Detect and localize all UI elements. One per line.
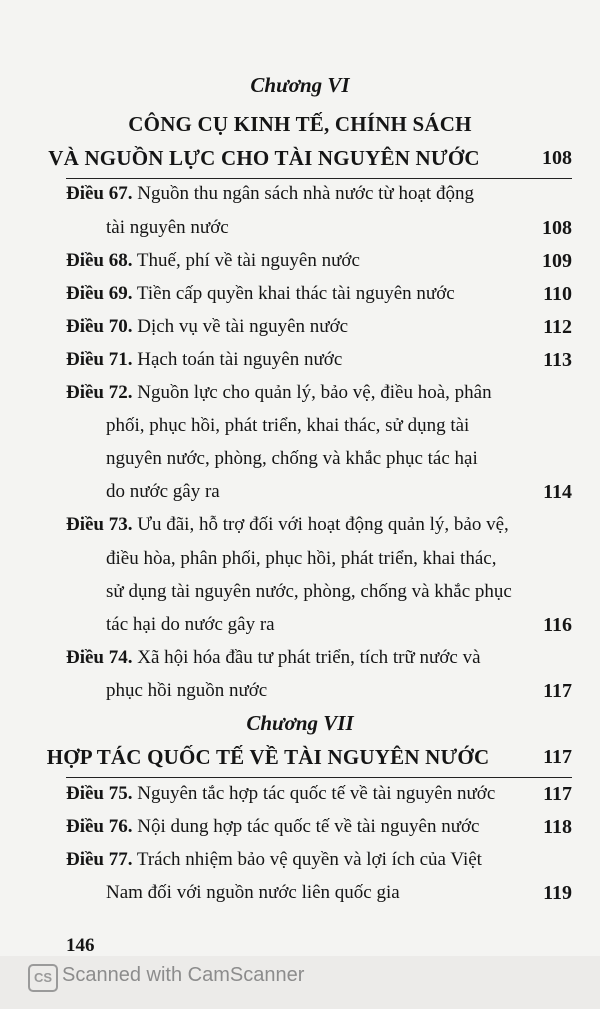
scanner-footer (0, 956, 600, 1009)
scanner-watermark-text: Scanned with CamScanner (62, 964, 305, 986)
entry-label: Điều 75. (66, 783, 133, 804)
entry-page: 112 (543, 316, 572, 338)
camscanner-logo-icon: CS (28, 964, 58, 992)
entry-text: phục hồi nguồn nước (106, 680, 268, 701)
entry-text: Nam đối với nguồn nước liên quốc gia (106, 882, 400, 903)
entry-text: tác hại do nước gây ra (106, 614, 275, 635)
entry-text: nguyên nước, phòng, chống và khắc phục tác hại (106, 448, 478, 469)
entry-label: Điều 68. (66, 250, 133, 271)
entry-page: 116 (543, 614, 572, 636)
entry-text: Hạch toán tài nguyên nước (137, 349, 343, 370)
entry-page: 113 (543, 349, 572, 371)
entry-text: Tiền cấp quyền khai thác tài nguyên nước (136, 283, 455, 304)
entry-text: Nguồn thu ngân sách nhà nước từ hoạt động (137, 183, 474, 204)
entry-page: 109 (542, 250, 572, 272)
chapter-6-title-line2: VÀ NGUỒN LỰC CHO TÀI NGUYÊN NƯỚC (48, 146, 480, 170)
entry-label: Điều 70. (66, 316, 133, 337)
entry-text: sử dụng tài nguyên nước, phòng, chống và khắc phục (106, 581, 512, 602)
entry-text: tài nguyên nước (106, 217, 229, 238)
entry-text: Dịch vụ về tài nguyên nước (137, 316, 349, 337)
entry-page: 110 (543, 283, 572, 305)
entry-label: Điều 73. (66, 514, 133, 535)
entry-text: Ưu đãi, hỗ trợ đối với hoạt động quản lý, bảo vệ, (137, 514, 509, 535)
entry-text: Xã hội hóa đầu tư phát triển, tích trữ nước và (137, 647, 481, 668)
entry-label: Điều 67. (66, 183, 133, 204)
entry-text: Thuế, phí về tài nguyên nước (136, 250, 360, 271)
entry-label: Điều 77. (66, 849, 133, 870)
chapter-7-page: 117 (543, 746, 572, 768)
page-number: 146 (66, 935, 95, 956)
entry-label: Điều 76. (66, 816, 133, 837)
chapter-7-title: HỢP TÁC QUỐC TẾ VỀ TÀI NGUYÊN NƯỚC (46, 745, 490, 769)
entry-label: Điều 72. (66, 382, 133, 403)
chapter-7-label: Chương VII (246, 711, 354, 735)
entry-text: Nguyên tắc hợp tác quốc tế về tài nguyên nước (137, 783, 496, 804)
chapter-6-page: 108 (542, 147, 572, 169)
entry-text: phối, phục hồi, phát triển, khai thác, sử dụng tài (106, 415, 470, 436)
entry-page: 114 (543, 481, 572, 503)
entry-text: Nguồn lực cho quản lý, bảo vệ, điều hoà, phân (137, 382, 492, 403)
entry-label: Điều 74. (66, 647, 133, 668)
entry-text: Trách nhiệm bảo vệ quyền và lợi ích của Việt (136, 849, 482, 870)
entry-page: 117 (543, 680, 572, 702)
chapter-7-divider (66, 777, 572, 778)
chapter-6-divider (66, 178, 572, 179)
entry-label: Điều 69. (66, 283, 133, 304)
entry-page: 119 (543, 882, 572, 904)
entry-page: 117 (543, 783, 572, 805)
entry-label: Điều 71. (66, 349, 133, 370)
entry-page: 108 (542, 217, 572, 239)
chapter-6-label: Chương VI (250, 73, 350, 97)
entry-page: 118 (543, 816, 572, 838)
entry-text: do nước gây ra (106, 481, 220, 502)
entry-text: điều hòa, phân phối, phục hồi, phát triển, khai thác, (106, 548, 497, 569)
chapter-6-title-line1: CÔNG CỤ KINH TẾ, CHÍNH SÁCH (128, 112, 472, 136)
entry-text: Nội dung hợp tác quốc tế về tài nguyên nước (137, 816, 480, 837)
